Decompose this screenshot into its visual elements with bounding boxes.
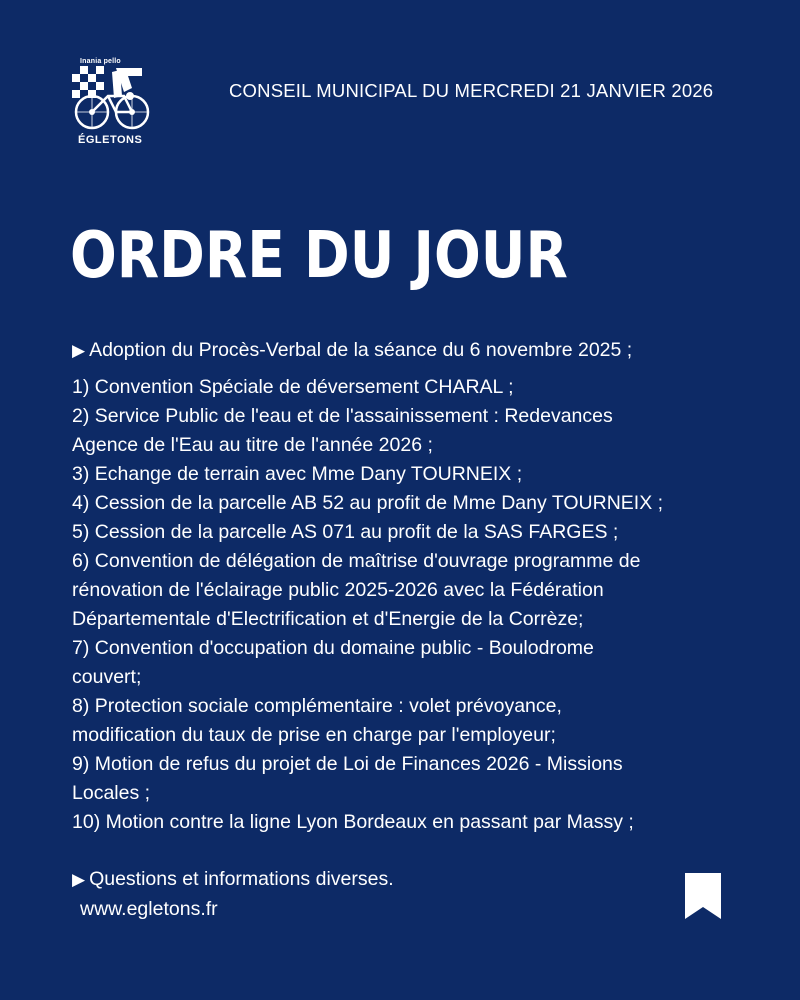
- list-item: 6) Convention de délégation de maîtrise d'ouvrage programme de: [72, 550, 641, 572]
- meeting-date-heading: CONSEIL MUNICIPAL DU MERCREDI 21 JANVIER 2026: [229, 80, 714, 101]
- city-crest-icon: [72, 66, 152, 132]
- list-item: 10) Motion contre la ligne Lyon Bordeaux en passant par Massy ;: [72, 811, 634, 833]
- intro-line: [72, 336, 762, 365]
- page-title: ORDRE DU JOUR: [70, 219, 568, 293]
- agenda-list: [72, 373, 762, 837]
- list-item: 8) Protection sociale complémentaire : volet prévoyance,: [72, 695, 562, 717]
- play-arrow-icon: ▶: [72, 870, 86, 889]
- list-item: rénovation de l'éclairage public 2025-2026 avec la Fédération: [72, 579, 604, 601]
- logo-tagline: Inania pello: [80, 58, 121, 65]
- outro-text: Questions et informations diverses.: [89, 868, 394, 890]
- list-item: Départementale d'Electrification et d'Energie de la Corrèze;: [72, 608, 584, 630]
- list-item: modification du taux de prise en charge par l'employeur;: [72, 724, 556, 746]
- list-item: 4) Cession de la parcelle AB 52 au profit de Mme Dany TOURNEIX ;: [72, 492, 664, 514]
- list-item: 2) Service Public de l'eau et de l'assainissement : Redevances: [72, 405, 613, 427]
- list-item: couvert;: [72, 666, 142, 688]
- list-item: 5) Cession de la parcelle AS 071 au profit de la SAS FARGES ;: [72, 521, 619, 543]
- list-item: 7) Convention d'occupation du domaine public - Boulodrome: [72, 637, 594, 659]
- website-link[interactable]: www.egletons.fr: [80, 898, 218, 920]
- list-item: 9) Motion de refus du projet de Loi de Finances 2026 - Missions: [72, 753, 623, 775]
- intro-text: Adoption du Procès-Verbal de la séance du 6 novembre 2025 ;: [89, 339, 633, 361]
- outro-line: [72, 865, 762, 894]
- list-item: Agence de l'Eau au titre de l'année 2026 ;: [72, 434, 433, 456]
- city-logo: [72, 58, 152, 150]
- bookmark-icon[interactable]: [685, 873, 721, 919]
- play-arrow-icon: ▶: [72, 341, 86, 360]
- list-item: 1) Convention Spéciale de déversement CHARAL ;: [72, 376, 514, 398]
- list-item: Locales ;: [72, 782, 151, 804]
- logo-city-name: ÉGLETONS: [78, 134, 143, 146]
- list-item: 3) Echange de terrain avec Mme Dany TOURNEIX ;: [72, 463, 523, 485]
